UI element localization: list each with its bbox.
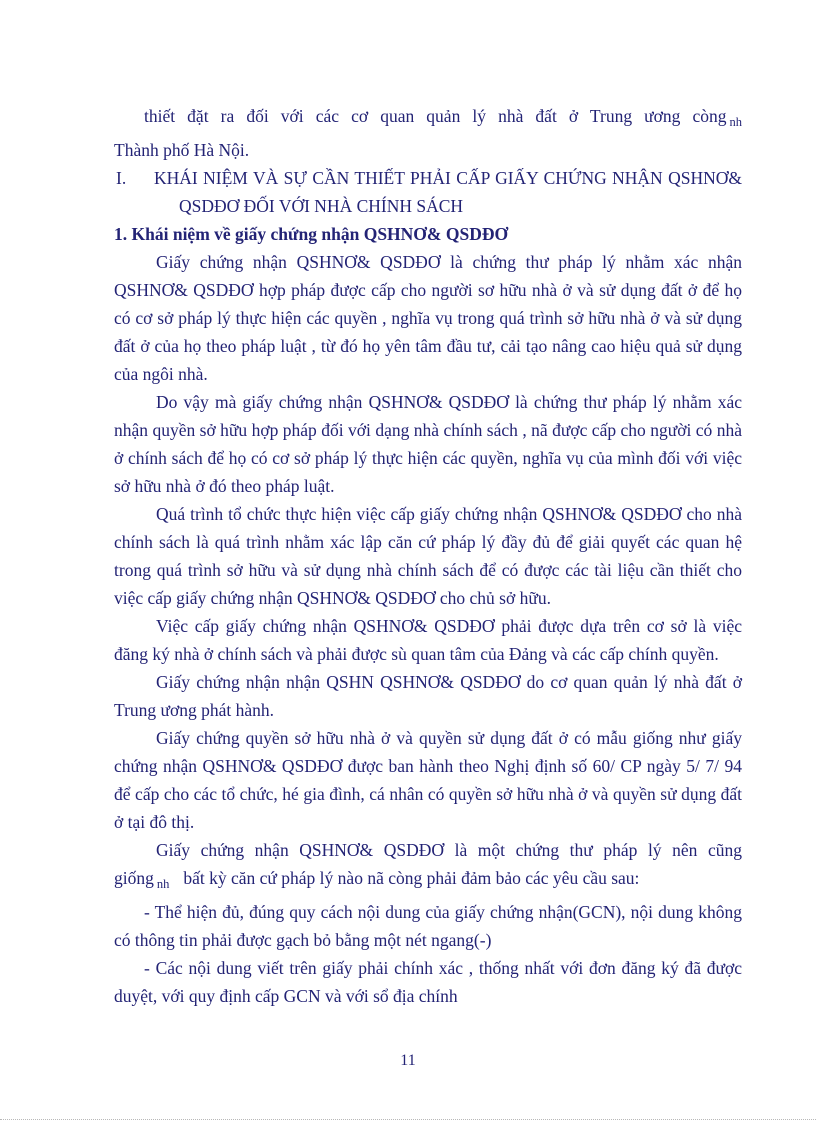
intro-subscript: nh [729, 115, 742, 129]
paragraph-1: Giấy chứng nhận QSHNƠ& QSDĐƠ là chứng thư pháp lý nhằm xác nhận QSHNƠ& QSDĐƠ hợp pháp được cấp cho người sơ hữu nhà ở và sử dụng đất ở để họ có cơ sở pháp lý thực hiện các quyền , nghĩa vụ trong quá trình sở hữu nhà ở và sử dụng đất ở của họ theo pháp luật , từ đó họ yên tâm đầu tư, cải tạo nâng cao hiệu quả sử dụng của ngôi nhà. [114, 252, 742, 384]
section-heading-line1: KHÁI NIỆM VÀ SỰ CẦN THIẾT PHẢI CẤP GIẤY CHỨNG NHẬN QSHNƠ& [154, 168, 742, 188]
note-paragraph-line1: Giấy chứng nhận QSHNƠ& QSDĐƠ là một chứng thư pháp lý nên cũng [156, 840, 742, 860]
intro-text: thiết đặt ra đối với các cơ quan quản lý nhà đất ở Trung ương còng [144, 106, 727, 126]
paragraph-4: Việc cấp giấy chứng nhận QSHNƠ& QSDĐƠ phải được dựa trên cơ sở là việc đăng ký nhà ở chính sách và phải được sù quan tâm của Đảng và các cấp chính quyền. [114, 616, 742, 664]
note-paragraph-line2 [114, 864, 742, 898]
paragraph-2: Do vậy mà giấy chứng nhận QSHNƠ& QSDĐƠ là chứng thư pháp lý nhằm xác nhận quyền sở hữu hợp pháp đối với dạng nhà chính sách , nã được cấp cho người có nhà ở chính sách để họ có cơ sở pháp lý thực hiện các quyền, nghĩa vụ của mình đối với việc sở hữu nhà ở đó theo pháp luật. [114, 392, 742, 496]
bullet-item-2: - Các nội dung viết trên giấy phải chính xác , thống nhất với đơn đăng ký đã được duyệt, với quy định cấp GCN và với sổ địa chính [114, 958, 742, 1006]
note-line2-pre: giống [114, 868, 154, 888]
page-bottom-divider [0, 1119, 816, 1120]
paragraph-6: Giấy chứng quyền sở hữu nhà ở và quyền sử dụng đất ở có mẫu giống như giấy chứng nhận QSHNƠ& QSDĐƠ được ban hành theo Nghị định số 60/ CP ngày 5/ 7/ 94 để cấp cho các tổ chức, hé gia đình, cá nhân có quyền sở hữu nhà ở và quyền sử dụng đất ở tại đô thị. [114, 728, 742, 832]
subsection-heading: 1. Khái niệm về giấy chứng nhận QSHNƠ& QSDĐƠ [114, 224, 509, 244]
page-number: 11 [400, 1052, 416, 1069]
intro-paragraph-line1 [114, 102, 742, 136]
section-heading-line2: QSDĐƠ ĐỐI VỚI NHÀ CHÍNH SÁCH [179, 196, 464, 216]
paragraph-3: Quá trình tổ chức thực hiện việc cấp giấy chứng nhận QSHNƠ& QSDĐƠ cho nhà chính sách là quá trình nhằm xác lập căn cứ pháp lý đầy đủ để giải quyết các quan hệ trong quá trình sở hữu và sử dụng nhà chính sách để có được các tài liệu cần thiết cho việc cấp giấy chứng nhận QSHNƠ& QSDĐƠ cho chủ sở hữu. [114, 504, 742, 608]
intro-paragraph-line2: Thành phố Hà Nội. [114, 140, 250, 160]
note-subscript: nh [156, 877, 170, 891]
note-line2-post: bất kỳ căn cứ pháp lý nào nã còng phải đảm bảo các yêu cầu sau: [183, 868, 640, 888]
page-content [114, 102, 742, 1010]
section-heading [114, 164, 742, 220]
paragraph-5: Giấy chứng nhận nhận QSHN QSHNƠ& QSDĐƠ do cơ quan quản lý nhà đất ở Trung ương phát hành. [114, 672, 742, 720]
section-heading-numeral: I. [116, 168, 127, 188]
bullet-item-1: - Thể hiện đủ, đúng quy cách nội dung của giấy chứng nhận(GCN), nội dung không có thông tin phải được gạch bỏ bằng một nét ngang(-) [114, 902, 742, 950]
